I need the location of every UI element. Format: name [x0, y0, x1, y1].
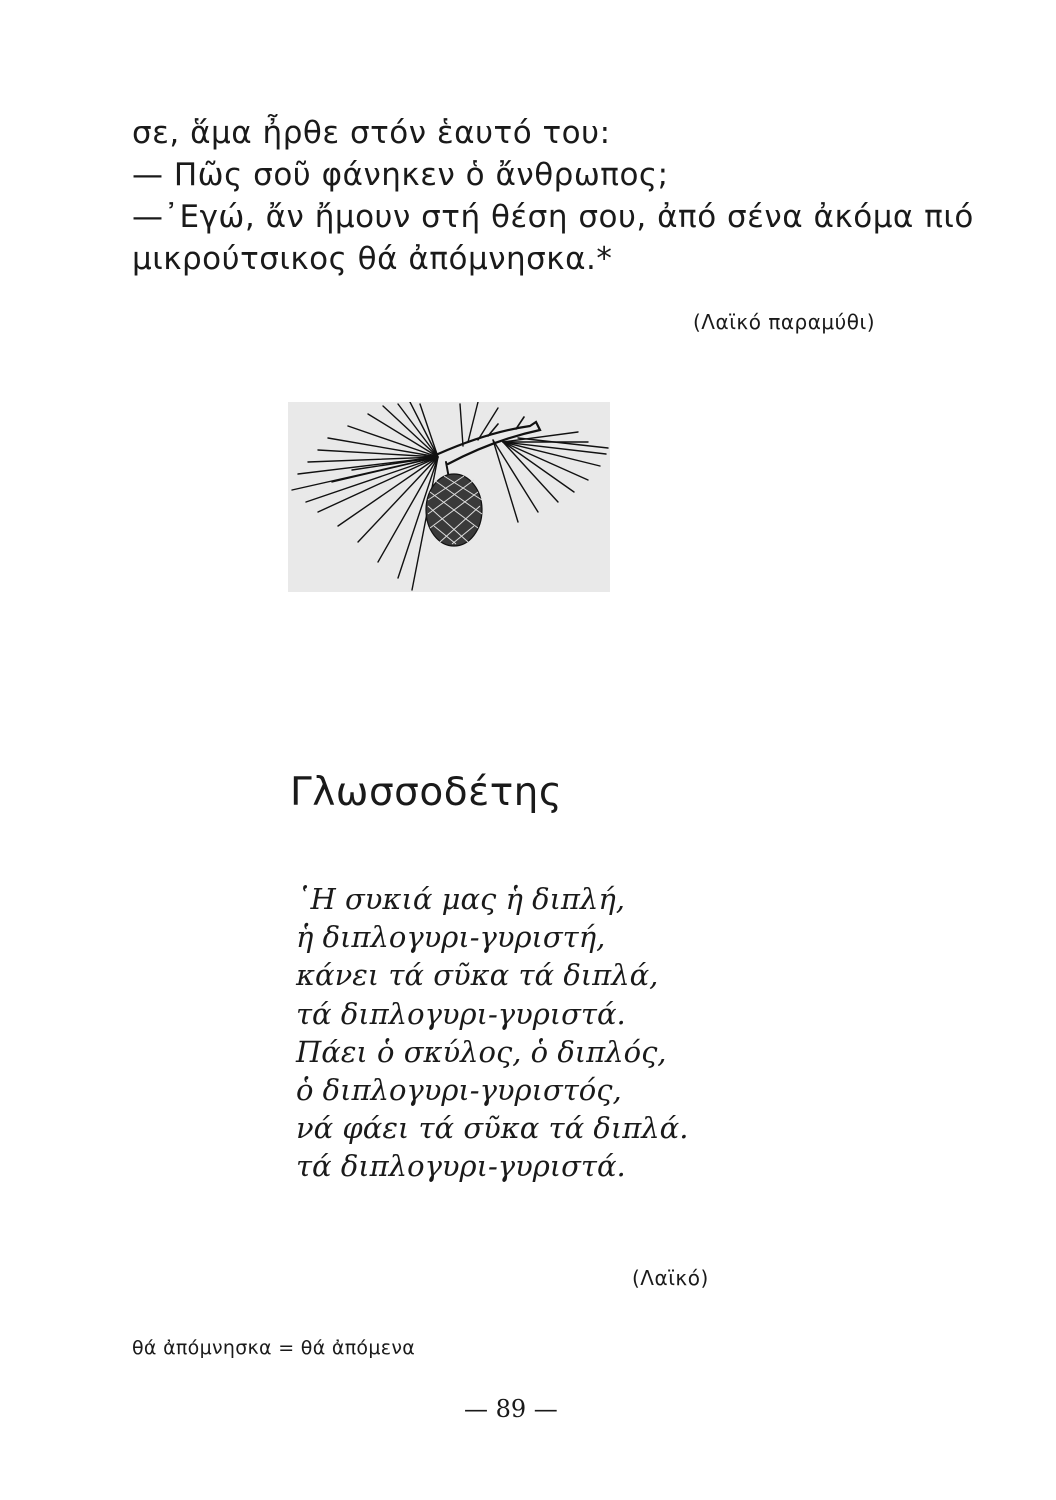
- poem-text: [296, 880, 688, 1186]
- poem-line: τά διπλογυρι-γυριστά.: [296, 1149, 626, 1184]
- pine-needles-left: [292, 402, 438, 590]
- poem-line: κάνει τά σῦκα τά διπλά,: [296, 958, 659, 993]
- prose-line: — Πῶς σοῦ φάνηκεν ὁ ἄνθρωπος;: [132, 157, 669, 193]
- page-number: — 89 —: [464, 1395, 558, 1423]
- poem-source: (Λαϊκό): [632, 1266, 709, 1290]
- pine-cone-illustration: [288, 402, 610, 592]
- poem-line: ὁ διπλογυρι-γυριστός,: [296, 1073, 622, 1108]
- prose-line: μικρούτσικος θά ἀπόμνησκα.*: [132, 241, 613, 277]
- pine-cone-icon: [288, 402, 610, 592]
- prose-line: σε, ἅμα ἦρθε στόν ἑαυτό του:: [132, 115, 611, 151]
- prose-text: [132, 112, 974, 280]
- pine-cone: [426, 474, 482, 546]
- poem-line: τά διπλογυρι-γυριστά.: [296, 996, 626, 1031]
- poem-line: νά φάει τά σῦκα τά διπλά.: [296, 1111, 689, 1146]
- footnote: θά ἀπόμνησκα = θά ἀπόμενα: [132, 1337, 416, 1359]
- poem-title: Γλωσσοδέτης: [290, 770, 563, 815]
- prose-line: —᾿Εγώ, ἄν ἤμουν στή θέση σου, ἀπό σένα ἀκόμα πιό: [132, 199, 974, 235]
- poem-line: ῾Η συκιά μας ἡ διπλή,: [296, 882, 625, 916]
- poem-line: Πάει ὁ σκύλος, ὁ διπλός,: [296, 1034, 667, 1069]
- poem-line: ἡ διπλογυρι-γυριστή,: [296, 920, 606, 955]
- tale-source: (Λαϊκό παραμύθι): [693, 310, 876, 334]
